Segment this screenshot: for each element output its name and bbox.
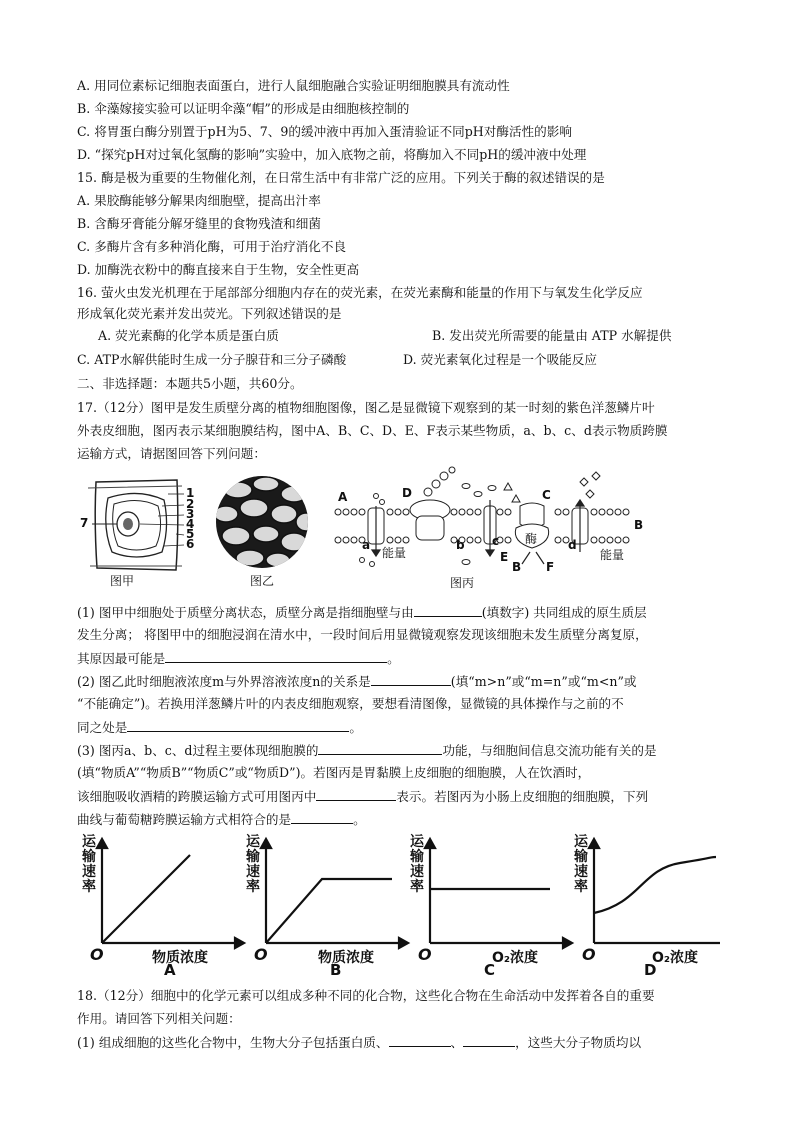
- energy-label-right: 能量: [600, 548, 625, 562]
- q17-stem-cont: 外表皮细胞，图丙表示某细胞膜结构，图中A、B、C、D、E、F表示某些物质，a、b、c、d表示物质跨膜: [77, 423, 668, 438]
- q14-option-d: D. “探究pH对过氧化氢酶的影响”实验中，加入底物之前，将酶加入不同pH的缓冲液中处理: [77, 147, 587, 162]
- graph-c-ylabel: 运输速率: [410, 834, 424, 895]
- graph-a-letter: A: [164, 961, 176, 979]
- caption-yi: 图乙: [250, 574, 275, 588]
- q17-s1-cont: 发生分离； 将图甲中的细胞浸润在清水中，一段时间后用显微镜观察发现该细胞未发生质壁分离复原，: [77, 627, 648, 642]
- route-b: b: [456, 538, 465, 552]
- label-6: 6: [186, 537, 195, 551]
- transport-graphs: [80, 833, 720, 978]
- graph-b-origin: O: [254, 945, 268, 964]
- q17-s3-line4: [77, 811, 366, 828]
- route-c: c: [492, 534, 500, 548]
- q17-s3-text-b: 功能，与细胞间信息交流功能有关的是: [442, 743, 657, 758]
- q15-option-d: D. 加酶洗衣粉中的酶直接来自于生物，安全性更高: [77, 262, 360, 277]
- q17-s1: [77, 604, 647, 621]
- graph-a-origin: O: [90, 945, 104, 964]
- label-7: 7: [80, 516, 89, 530]
- caption-bing: 图丙: [450, 576, 475, 590]
- label-A: A: [338, 490, 348, 504]
- q17-s2-cont: “不能确定”)。若换用洋葱鳞片叶的内表皮细胞观察，要想看清图像，显微镜的具体操作与之前的不: [77, 696, 624, 711]
- q14-option-a: A. 用同位素标记细胞表面蛋白，进行人鼠细胞融合实验证明细胞膜具有流动性: [77, 78, 510, 93]
- q17-s3-text-e: 表示。若图丙为小肠上皮细胞的细胞膜，下列: [396, 789, 649, 804]
- microscope-field: [210, 472, 320, 572]
- figure-yi: [210, 472, 320, 592]
- label-1: 1: [186, 486, 195, 500]
- caption-jia: 图甲: [110, 574, 135, 588]
- q17-s3-text-f: 曲线与葡萄糖跨膜运输方式相符合的是: [77, 812, 292, 827]
- graph-d-ylabel: 运输速率: [574, 834, 588, 895]
- q17-s1-text-b: (填数字) 共同组成的原生质层: [481, 605, 647, 620]
- q17-stem: 17.（12分）图甲是发生质壁分离的植物细胞图像，图乙是显微镜下观察到的某一时刻的紫色洋葱鳞片叶: [77, 400, 655, 415]
- q18-s1-text-a: (1) 组成细胞的这些化合物中，生物大分子包括蛋白质、: [77, 1035, 389, 1050]
- plant-cell-diagram: [78, 472, 198, 592]
- q15-option-a: A. 果胶酶能够分解果肉细胞壁，提高出汁率: [77, 193, 321, 208]
- q18-stem: 18.（12分）细胞中的化学元素可以组成多种不同的化合物，这些化合物在生命活动中发挥着各自的重要: [77, 988, 655, 1003]
- q17-stem-end: 运输方式，请据图回答下列问题：: [77, 446, 266, 461]
- q17-s3-text-g: 。: [353, 812, 366, 827]
- q17-s2-text-e: 。: [349, 720, 362, 735]
- graph-b-letter: B: [330, 961, 342, 979]
- label-F: F: [546, 560, 555, 574]
- q17-s3-cont: (填“物质A”“物质B”“物质C”或“物质D”)。若图丙是胃黏膜上皮细胞的细胞膜，人在饮酒时，: [77, 765, 591, 780]
- label-4: 4: [186, 517, 195, 531]
- graph-c-xlabel: O₂浓度: [492, 950, 539, 966]
- q16-option-a: A. 荧光素酶的化学本质是蛋白质: [98, 328, 279, 343]
- graph-a-ylabel: 运输速率: [82, 834, 96, 895]
- q17-s1-text-a: (1) 图甲中细胞处于质壁分离状态，质壁分离是指细胞壁与由: [77, 605, 414, 620]
- q16-option-b: B. 发出荧光所需要的能量由 ATP 水解提供: [432, 328, 672, 343]
- label-3: 3: [186, 507, 195, 521]
- label-B-bottom: B: [512, 560, 522, 574]
- q17-s2-end-blank[interactable]: [127, 719, 349, 732]
- q17-s3-blank-2[interactable]: [316, 788, 396, 801]
- graph-b-ylabel: 运输速率: [246, 834, 260, 895]
- q17-s1-blank[interactable]: [414, 604, 482, 617]
- q17-s1-text-d: 其原因最可能是: [77, 651, 166, 666]
- q14-option-c: C. 将胃蛋白酶分别置于pH为5、7、9的缓冲液中再加入蛋清验证不同pH对酶活性的影响: [77, 124, 572, 139]
- q17-s1-text-e: 。: [387, 651, 400, 666]
- q17-s3-blank-1[interactable]: [318, 742, 442, 755]
- q17-s1-reason-blank[interactable]: [165, 650, 387, 663]
- q17-s3: [77, 742, 657, 759]
- section-heading: 二、非选择题：本题共5小题，共60分。: [77, 376, 303, 391]
- enzyme-label: 酶: [525, 532, 538, 546]
- q16-option-c: C. ATP水解供能时生成一分子腺苷和三分子磷酸: [77, 352, 347, 367]
- graph-d-letter: D: [644, 961, 657, 979]
- q17-s3-blank-3[interactable]: [291, 811, 353, 824]
- q17-s3-text-a: (3) 图丙a、b、c、d过程主要体现细胞膜的: [77, 743, 319, 758]
- q18-s1-blank-1[interactable]: [389, 1034, 451, 1047]
- q17-s2-text-b: (填“m>n”或“m=n”或“m<n”或: [450, 674, 637, 689]
- route-a: a: [362, 538, 371, 552]
- q15-option-c: C. 多酶片含有多种消化酶，可用于治疗消化不良: [77, 239, 347, 254]
- label-2: 2: [186, 497, 195, 511]
- label-B-right: B: [634, 518, 644, 532]
- q17-s1-reason: [77, 650, 400, 667]
- q18-stem-cont: 作用。请回答下列相关问题：: [77, 1011, 241, 1026]
- graph-d-xlabel: O₂浓度: [652, 950, 699, 966]
- q17-s2-text-d: 同之处是: [77, 720, 128, 735]
- graph-c-letter: C: [484, 961, 496, 979]
- graph-a-xlabel: 物质浓度: [152, 950, 208, 966]
- q18-s1-text-b: 、: [450, 1035, 464, 1050]
- q17-s2-blank[interactable]: [371, 673, 451, 686]
- q16-option-d: D. 荧光素氧化过程是一个吸能反应: [403, 352, 597, 367]
- q16-stem-cont: 形成氧化荧光素并发出荧光。下列叙述错误的是: [77, 306, 342, 321]
- label-5: 5: [186, 527, 195, 541]
- q17-s3-line3: [77, 788, 648, 805]
- q16-stem: 16. 萤火虫发光机理在于尾部部分细胞内存在的荧光素，在荧光素酶和能量的作用下与氧发生化学反应: [77, 285, 643, 300]
- q18-s1: [77, 1034, 641, 1051]
- q14-option-b: B. 伞藻嫁接实验可以证明伞藻“帽”的形成是由细胞核控制的: [77, 101, 410, 116]
- label-C: C: [542, 488, 551, 502]
- graph-b-xlabel: 物质浓度: [318, 950, 374, 966]
- q17-s3-text-d: 该细胞吸收酒精的跨膜运输方式可用图丙中: [77, 789, 317, 804]
- q15-stem: 15. 酶是极为重要的生物催化剂，在日常生活中有非常广泛的应用。下列关于酶的叙述错误的是: [77, 170, 605, 185]
- q17-s2-end: [77, 719, 362, 736]
- q17-s2-text-a: (2) 图乙此时细胞液浓度m与外界溶液浓度n的关系是: [77, 674, 371, 689]
- figure-jia: [78, 472, 198, 592]
- q17-s2: [77, 673, 637, 690]
- energy-label-left: 能量: [382, 546, 407, 560]
- q18-s1-blank-2[interactable]: [463, 1034, 515, 1047]
- figure-bing: [332, 466, 652, 592]
- graph-c-origin: O: [418, 945, 432, 964]
- q18-s1-text-c: ，这些大分子物质均以: [515, 1035, 642, 1050]
- graph-d-origin: O: [582, 945, 596, 964]
- label-D: D: [402, 486, 412, 500]
- route-d: d: [568, 538, 577, 552]
- label-E: E: [500, 550, 509, 564]
- q15-option-b: B. 含酶牙膏能分解牙缝里的食物残渣和细菌: [77, 216, 321, 231]
